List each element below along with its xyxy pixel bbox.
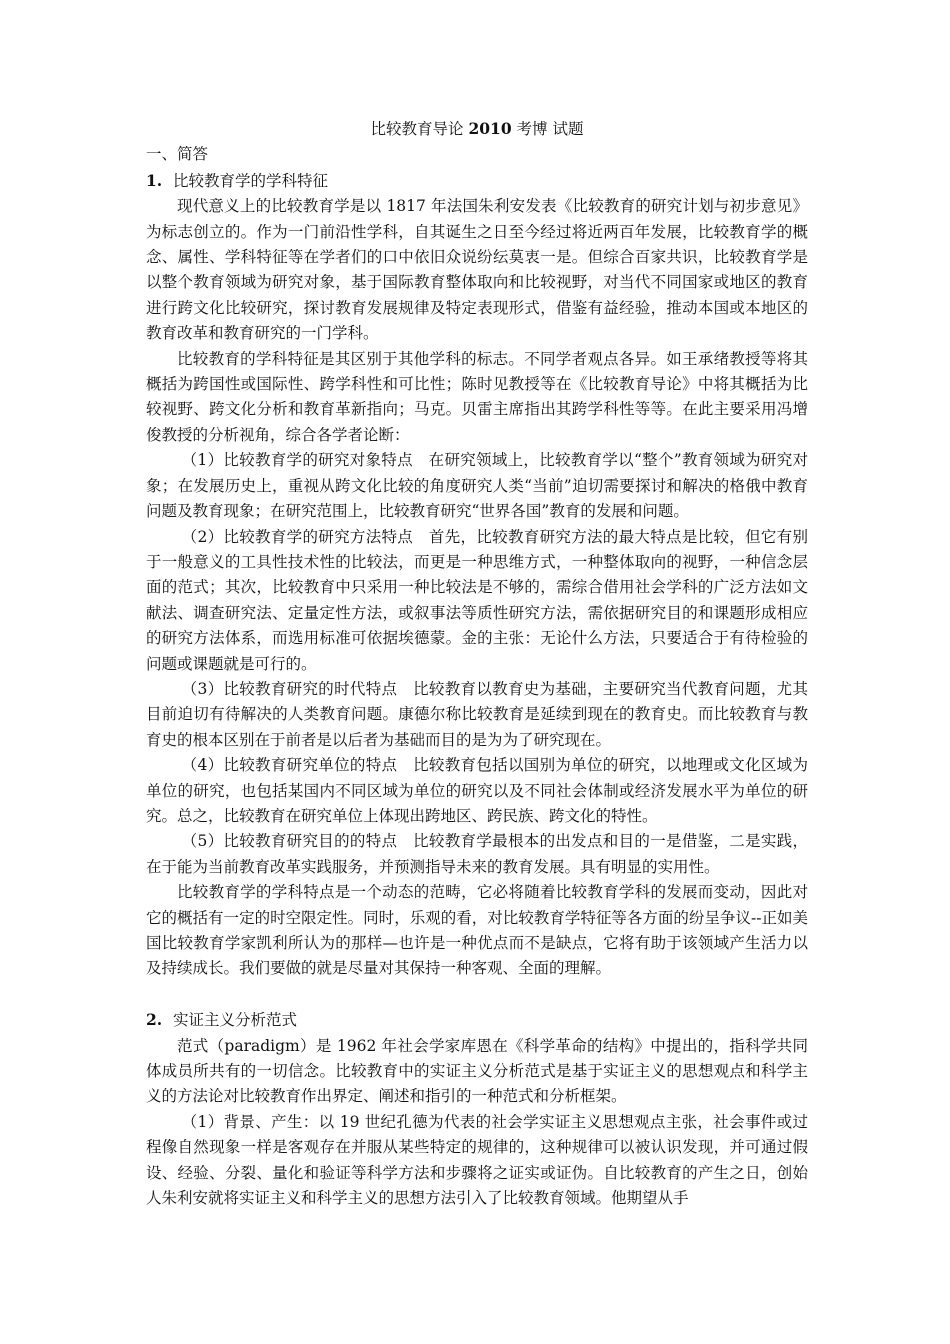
question-2-heading bbox=[146, 1007, 808, 1033]
question-1-intro-paragraph-2: 比较教育的学科特征是其区别于其他学科的标志。不同学者观点各异。如王承绪教授等将其概括为跨国性或国际性、跨学科性和可比性；陈时见教授等在《比较教育导论》中将其概括为比较视野、跨文化分析和教育革新指向；马克。贝雷主席指出其跨学科性等等。在此主要采用冯增俊教授的分析视角，综合各学者论断： bbox=[146, 349, 808, 444]
title-year: 2010 bbox=[468, 119, 512, 138]
question-1-item-1: （1）比较教育学的研究对象特点 在研究领域上，比较教育学以“整个”教育领域为研究对象；在发展历史上，重视从跨文化比较的角度研究人类“当前”迫切需要探讨和解决的格俄中教育问题及教育现象；在研究范围上，比较教育研究“世界各国”教育的发展和问题。 bbox=[146, 451, 808, 521]
document-title bbox=[146, 116, 808, 142]
document-page bbox=[146, 116, 808, 1211]
question-1-heading bbox=[146, 168, 808, 194]
question-1-intro-paragraph-1: 现代意义上的比较教育学是以 1817 年法国朱利安发表《比较教育的研究计划与初步意见》为标志创立的。作为一门前沿性学科，自其诞生之日至今经过将近两百年发展，比较教育学的概念、属性、学科特征等在学者们的口中依旧众说纷纭莫衷一是。但综合百家共识，比较教育学是以整个教育领域为研究对象，基于国际教育整体取向和比较视野，对当代不同国家或地区的教育进行跨文化比较研究，探讨教育发展规律及特定表现形式，借鉴有益经验，推动本国或本地区的教育改革和教育研究的一门学科。 bbox=[146, 197, 808, 343]
question-2-number: 2. bbox=[146, 1010, 163, 1030]
question-2-title: 实证主义分析范式 bbox=[173, 1011, 298, 1030]
section-heading: 一、简答 bbox=[146, 145, 209, 164]
question-1-title: 比较教育学的学科特征 bbox=[173, 171, 329, 190]
question-1-conclusion: 比较教育学的学科特点是一个动态的范畴，它必将随着比较教育学科的发展而变动，因此对它的概括有一定的时空限定性。同时，乐观的看，对比较教育学特征等各方面的纷呈争议--正如美国比较教育学家凯利所认为的那样—也许是一种优点而不是缺点，它将有助于该领域产生活力以及持续成长。我们要做的就是尽量对其保持一种客观、全面的理解。 bbox=[146, 883, 808, 978]
question-1-number: 1. bbox=[146, 170, 163, 190]
question-1-item-3: （3）比较教育研究的时代特点 比较教育以教育史为基础，主要研究当代教育问题，尤其目前迫切有待解决的人类教育问题。康德尔称比较教育是延续到现在的教育史。而比较教育与教育史的根本区别在于前者是以后者为基础而目的是为为了研究现在。 bbox=[146, 679, 808, 749]
title-suffix: 考博 试题 bbox=[511, 120, 584, 138]
question-2-intro-paragraph: 范式（paradigm）是 1962 年社会学家库恩在《科学革命的结构》中提出的，指科学共同体成员所共有的一切信念。比较教育中的实证主义分析范式是基于实证主义的思想观点和科学主义的方法论对比较教育作出界定、阐述和指引的一种范式和分析框架。 bbox=[146, 1036, 808, 1106]
question-1-item-5: （5）比较教育研究目的的特点 比较教育学最根本的出发点和目的一是借鉴，二是实践，在于能为当前教育改革实践服务，并预测指导未来的教育发展。具有明显的实用性。 bbox=[146, 832, 808, 876]
question-1-item-2: （2）比较教育学的研究方法特点 首先，比较教育研究方法的最大特点是比较，但它有别于一般意义的工具性技术性的比较法，而更是一种思维方式，一种整体取向的视野，一种信念层面的范式；其次，比较教育中只采用一种比较法是不够的，需综合借用社会学科的广泛方法如文献法、调查研究法、定量定性方法，或叙事法等质性研究方法，需依据研究目的和课题形成相应的研究方法体系，而选用标准可依据埃德蒙。金的主张：无论什么方法，只要适合于有待检验的问题或课题就是可行的。 bbox=[146, 527, 808, 673]
question-1-item-4: （4）比较教育研究单位的特点 比较教育包括以国别为单位的研究，以地理或文化区域为单位的研究，也包括某国内不同区域为单位的研究以及不同社会体制或经济发展水平为单位的研究。总之，比较教育在研究单位上体现出跨地区、跨民族、跨文化的特性。 bbox=[146, 756, 808, 825]
blank-line bbox=[146, 982, 808, 1007]
title-prefix: 比较教育导论 bbox=[370, 120, 469, 138]
question-2-item-1: （1）背景、产生：以 19 世纪孔德为代表的社会学实证主义思想观点主张，社会事件或过程像自然现象一样是客观存在并服从某些特定的规律的，这种规律可以被认识发现，并可通过假设、经验、分裂、量化和验证等科学方法和步骤将之证实或证伪。自比较教育的产生之日，创始人朱利安就将实证主义和科学主义的思想方法引入了比较教育领域。他期望从手 bbox=[146, 1112, 808, 1208]
